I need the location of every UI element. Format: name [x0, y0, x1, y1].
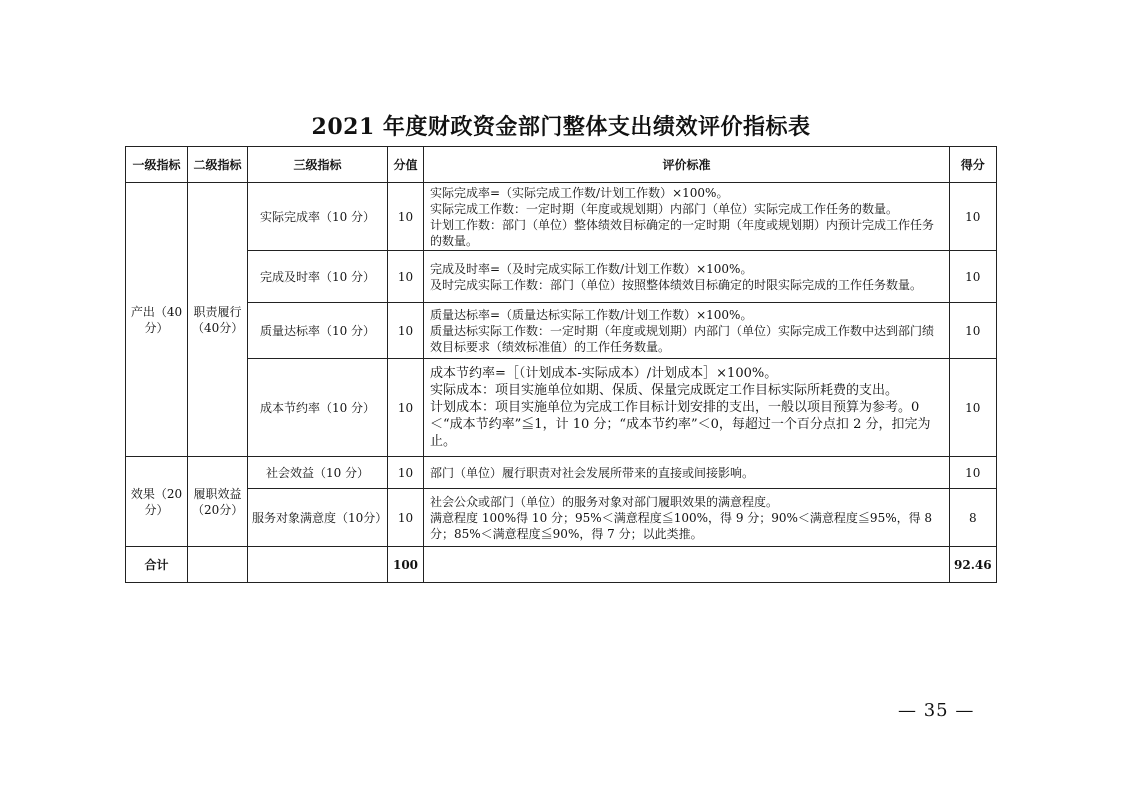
weight-cell: 10 — [388, 183, 424, 251]
criteria-line: 计划工作数：部门（单位）整体绩效目标确定的一定时期（年度或规划期）内预计完成工作任务的数量。 — [430, 217, 935, 248]
total-score: 92.46 — [950, 547, 997, 583]
criteria-cell — [424, 183, 950, 251]
score-cell: 10 — [950, 183, 997, 251]
table-row — [126, 183, 997, 251]
total-weight: 100 — [388, 547, 424, 583]
page-number: — 35 — — [898, 700, 975, 721]
score-cell: 8 — [950, 489, 997, 547]
criteria-line: 完成及时率=（及时完成实际工作数/计划工作数）×100%。 — [430, 261, 753, 276]
level3-cell: 社会效益（10 分） — [248, 457, 388, 489]
header-level3: 三级指标 — [248, 147, 388, 183]
score-cell: 10 — [950, 303, 997, 359]
empty-cell — [248, 547, 388, 583]
criteria-line: 部门（单位）履行职责对社会发展所带来的直接或间接影响。 — [430, 465, 755, 480]
indicator-table — [125, 146, 997, 583]
criteria-cell — [424, 251, 950, 303]
weight-cell: 10 — [388, 489, 424, 547]
level3-cell: 完成及时率（10 分） — [248, 251, 388, 303]
weight-cell: 10 — [388, 303, 424, 359]
score-cell: 10 — [950, 359, 997, 457]
level3-cell: 实际完成率（10 分） — [248, 183, 388, 251]
level1-cell: 产出（40分） — [126, 183, 188, 457]
criteria-line: 及时完成实际工作数：部门（单位）按照整体绩效目标确定的时限实际完成的工作任务数量。 — [430, 277, 923, 292]
total-label: 合计 — [126, 547, 188, 583]
score-cell: 10 — [950, 251, 997, 303]
empty-cell — [424, 547, 950, 583]
criteria-line: 满意程度 100%得 10 分；95%＜满意程度≦100%，得 9 分；90%＜满意程度≦95%，得 8 分；85%＜满意程度≦90%，得 7 分；以此类推。 — [430, 510, 933, 541]
score-cell: 10 — [950, 457, 997, 489]
table-row — [126, 303, 997, 359]
total-row — [126, 547, 997, 583]
criteria-cell — [424, 489, 950, 547]
level1-cell: 效果（20分） — [126, 457, 188, 547]
weight-cell: 10 — [388, 251, 424, 303]
criteria-cell — [424, 457, 950, 489]
header-level1: 一级指标 — [126, 147, 188, 183]
header-weight: 分值 — [388, 147, 424, 183]
table-row — [126, 489, 997, 547]
weight-cell: 10 — [388, 457, 424, 489]
table-row — [126, 359, 997, 457]
header-criteria: 评价标准 — [424, 147, 950, 183]
criteria-cell — [424, 359, 950, 457]
level3-cell: 质量达标率（10 分） — [248, 303, 388, 359]
criteria-line: 社会公众或部门（单位）的服务对象对部门履职效果的满意程度。 — [430, 494, 779, 509]
table-row — [126, 457, 997, 489]
header-row — [126, 147, 997, 183]
level3-cell: 成本节约率（10 分） — [248, 359, 388, 457]
criteria-line: 质量达标率=（质量达标实际工作数/计划工作数）×100%。 — [430, 307, 753, 322]
criteria-cell — [424, 303, 950, 359]
page-title: 2021 年度财政资金部门整体支出绩效评价指标表 — [311, 114, 811, 140]
criteria-line: 质量达标实际工作数：一定时期（年度或规划期）内部门（单位）实际完成工作数中达到部门绩效目标要求（绩效标准值）的工作任务数量。 — [430, 323, 935, 354]
level2-cell: 职责履行（40分） — [188, 183, 248, 457]
table-row — [126, 251, 997, 303]
level3-cell: 服务对象满意度（10分） — [248, 489, 388, 547]
header-score: 得分 — [950, 147, 997, 183]
level2-cell: 履职效益（20分） — [188, 457, 248, 547]
header-level2: 二级指标 — [188, 147, 248, 183]
criteria-line: 实际完成率=（实际完成工作数/计划工作数）×100%。 — [430, 185, 729, 200]
empty-cell — [188, 547, 248, 583]
criteria-line: 实际成本：项目实施单位如期、保质、保量完成既定工作目标实际所耗费的支出。 — [430, 383, 899, 398]
criteria-line: 实际完成工作数：一定时期（年度或规划期）内部门（单位）实际完成工作任务的数量。 — [430, 201, 899, 216]
weight-cell: 10 — [388, 359, 424, 457]
criteria-line: 计划成本：项目实施单位为完成工作目标计划安排的支出，一般以项目预算为参考。0＜“成本节约率”≦1，计 10 分；“成本节约率”＜0，每超过一个百分点扣 2 分，扣完为止。 — [430, 400, 931, 449]
criteria-line: 成本节约率=［（计划成本-实际成本）/计划成本］×100%。 — [430, 366, 778, 381]
